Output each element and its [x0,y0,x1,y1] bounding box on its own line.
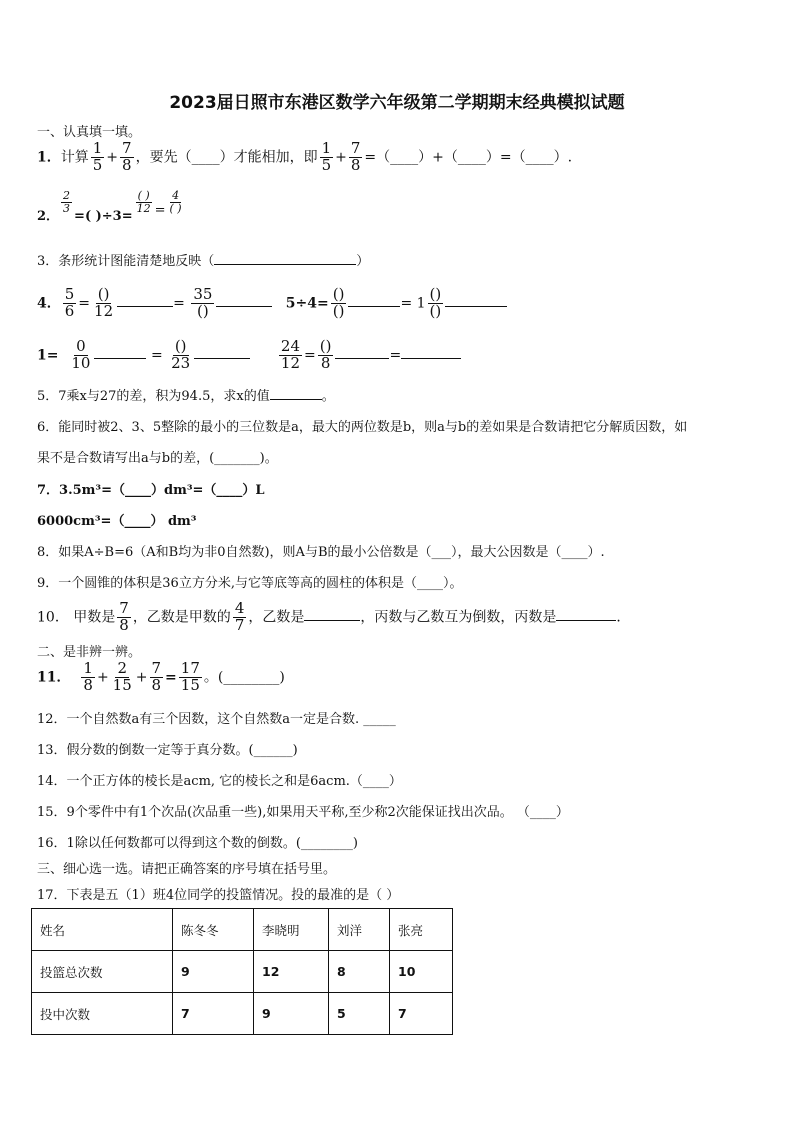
answer-blank[interactable] [556,620,616,621]
equals-sign: = [304,347,316,364]
question-3 [37,250,369,269]
question-17: 17．下表是五（1）班4位同学的投篮情况。投的最准的是（ ） [37,888,400,903]
q10-tail-2: ，丙数与乙数互为倒数，丙数是 [360,609,557,626]
question-8: 8．如果A÷B=6（A和B均为非0自然数)，则A与B的最小公倍数是（___），最大公因数是（____）. [37,545,605,560]
fraction: $\frac{()}{23}$ [171,337,191,372]
equals-sign: = [165,669,177,686]
question-11 [37,661,285,694]
equals-sign: = [389,347,402,364]
fraction: $\frac{()}{()}$ [429,285,442,320]
table-header-row [32,909,453,951]
table-cell: 投中次数 [32,993,173,1035]
q1-middle: ，要先（____）才能相加，即 [135,149,318,166]
question-15: 15．9个零件中有1个次品(次品重一些),如果用天平称,至少称2次能保证找出次品。 （____） [37,805,569,820]
question-1 [37,141,572,174]
q1-prefix: 计算 [60,149,89,166]
question-7-line-1: 7．3.5m³=（____）dm³=（____）L [37,483,265,498]
plus-sign: + [335,149,347,166]
table-cell: 刘洋 [329,909,390,951]
question-number: 4． [37,295,61,312]
equals-sign: = [173,295,185,312]
fraction: $\frac{4}{( )}$ [169,189,182,215]
fraction: $\frac{7}{8}$ [119,599,129,634]
table-cell: 8 [329,951,390,993]
fraction: $\frac{17}{15}$ [180,659,200,694]
table-cell: 9 [173,951,254,993]
q4-division: 5÷4= [285,295,329,312]
table-cell: 张亮 [390,909,453,951]
question-7-line-2: 6000cm³=（____） dm³ [37,514,197,529]
question-16: 16．1除以任何数都可以得到这个数的倒数。(________) [37,836,358,851]
fraction: $\frac{24}{12}$ [280,337,301,372]
answer-blank[interactable] [214,264,356,265]
table-cell: 9 [254,993,329,1035]
fraction: $\frac{()}{12}$ [94,285,114,320]
question-number: 11． [37,669,71,686]
q10-prefix: 10． 甲数是 [37,609,116,626]
equals-sign: = [78,295,91,312]
fraction: $\frac{( )}{12}$ [136,189,151,215]
equals-sign: = [154,202,166,218]
q3-close: ） [356,254,370,269]
whole-number: 1 [416,295,426,312]
answer-blank[interactable] [94,358,146,359]
fraction: $\frac{2}{3}$ [63,189,71,215]
fraction: $\frac{1}{8}$ [83,659,93,694]
question-4 [37,287,507,320]
q5-end: 。 [321,389,335,404]
equals-sign: = [150,347,163,364]
fraction: $\frac{()}{()}$ [332,285,345,320]
table-cell: 5 [329,993,390,1035]
question-6-line-2: 果不是合数请写出a与b的差，(_______)。 [37,451,278,466]
table-cell: 12 [254,951,329,993]
answer-blank[interactable] [270,399,322,400]
question-14: 14．一个正方体的棱长是acm, 它的棱长之和是6acm.（____） [37,774,402,789]
fraction: $\frac{7}{8}$ [350,139,361,174]
q1-tail: =（____）+（____）=（____）. [364,149,573,166]
table-cell: 李晓明 [254,909,329,951]
section-heading-judge: 二、是非辨一辨。 [37,645,142,660]
table-row [32,951,453,993]
answer-blank[interactable] [445,306,507,307]
table-cell: 投篮总次数 [32,951,173,993]
table-row [32,993,453,1035]
fraction: $\frac{()}{8}$ [319,337,332,372]
q10-middle: ，乙数是甲数的 [132,609,231,626]
q5-text: 5．7乘x与27的差，积为94.5，求x的值 [37,389,270,404]
fraction: $\frac{1}{5}$ [321,139,332,174]
plus-sign: + [135,669,148,686]
q3-text: 3．条形统计图能清楚地反映（ [37,254,215,269]
answer-blank[interactable] [117,306,173,307]
question-number: 1． [37,149,61,166]
plus-sign: + [96,669,109,686]
answer-blank[interactable] [216,306,272,307]
question-12: 12．一个自然数a有三个因数，这个自然数a一定是合数. _____ [37,712,396,727]
fraction: $\frac{7}{8}$ [151,659,162,694]
q4b-lead: 1= [37,347,59,364]
question-6-line-1: 6．能同时被2、3、5整除的最小的三位数是a，最大的两位数是b，则a与b的差如果是合数请把它分解质因数，如 [37,420,688,435]
q10-end: ． [616,609,631,626]
table-cell: 7 [173,993,254,1035]
table-cell: 姓名 [32,909,173,951]
page-title: 2023届日照市东港区数学六年级第二学期期末经典模拟试题 [169,93,625,113]
question-2 [37,189,186,224]
question-13: 13．假分数的倒数一定等于真分数。(______) [37,743,298,758]
fraction: $\frac{35}{()}$ [193,285,213,320]
table-cell: 陈冬冬 [173,909,254,951]
fraction: $\frac{5}{6}$ [64,285,75,320]
question-5 [37,385,335,404]
answer-blank[interactable] [194,358,250,359]
q10-tail-1: ，乙数是 [248,609,305,626]
q2-middle: =( )÷3= [74,208,133,224]
question-number: 2． [37,208,60,224]
answer-blank[interactable] [348,306,400,307]
fraction: $\frac{4}{7}$ [234,599,245,634]
question-9: 9．一个圆锥的体积是36立方分米,与它等底等高的圆柱的体积是（____）。 [37,576,463,591]
equals-sign: = [400,295,413,312]
plus-sign: + [106,149,119,166]
section-heading-fill: 一、认真填一填。 [37,125,142,140]
question-4-continued [37,339,461,372]
table-cell: 10 [390,951,453,993]
fraction: $\frac{7}{8}$ [122,139,132,174]
q11-end: 。(________) [203,669,285,686]
fraction: $\frac{0}{10}$ [71,337,91,372]
table-cell: 7 [390,993,453,1035]
answer-blank[interactable] [304,620,360,621]
section-heading-choose: 三、细心选一选。请把正确答案的序号填在括号里。 [37,862,337,877]
fraction: $\frac{2}{15}$ [112,659,132,694]
answer-blank[interactable] [335,358,389,359]
shooting-table [31,908,453,1035]
fraction: $\frac{1}{5}$ [92,139,103,174]
question-10 [37,601,630,634]
answer-blank[interactable] [401,358,461,359]
